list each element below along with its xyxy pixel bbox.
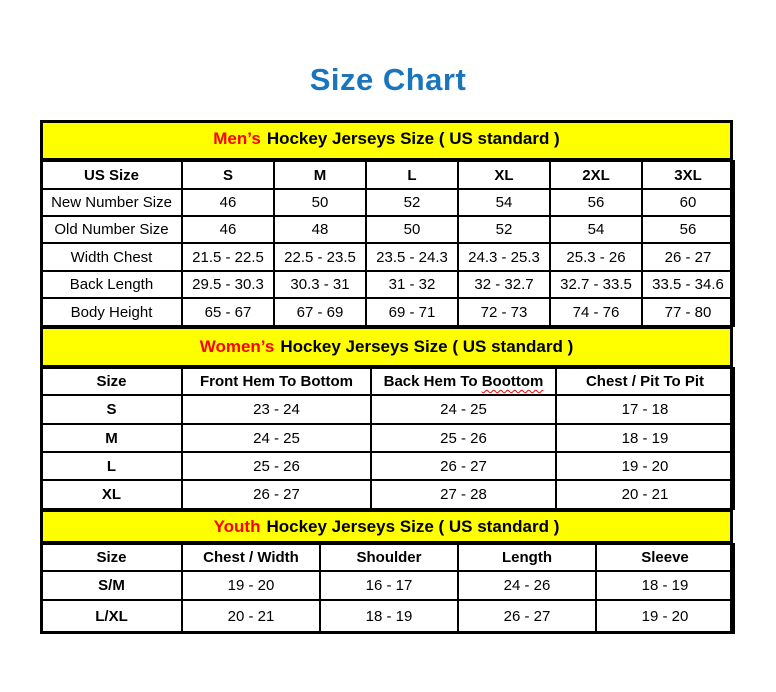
data-cell: 48 <box>274 216 366 243</box>
data-cell: 27 - 28 <box>371 480 556 509</box>
womens-section-banner <box>40 327 733 367</box>
data-cell: 56 <box>550 189 642 216</box>
mens-banner-highlight: Men’s <box>213 129 261 148</box>
table-row <box>41 243 734 271</box>
row-label: S <box>41 395 182 424</box>
data-cell: 32.7 - 33.5 <box>550 271 642 298</box>
data-cell: 46 <box>182 189 274 216</box>
womens-banner-highlight: Women’s <box>199 337 275 356</box>
data-cell: 46 <box>182 216 274 243</box>
data-cell: 50 <box>366 216 458 243</box>
row-label: Width Chest <box>41 243 182 271</box>
data-cell: 26 - 27 <box>458 600 596 633</box>
header-cell-misspelled <box>371 368 556 395</box>
data-cell: 32 - 32.7 <box>458 271 550 298</box>
data-cell: 33.5 - 34.6 <box>642 271 734 298</box>
data-cell: 24 - 25 <box>182 424 371 452</box>
data-cell: 17 - 18 <box>556 395 734 424</box>
size-chart-table-group <box>40 120 733 634</box>
data-cell: 20 - 21 <box>182 600 320 633</box>
data-cell: 72 - 73 <box>458 298 550 326</box>
data-cell: 65 - 67 <box>182 298 274 326</box>
data-cell: 18 - 19 <box>320 600 458 633</box>
header-cell: L <box>366 161 458 189</box>
data-cell: 23 - 24 <box>182 395 371 424</box>
data-cell: 24 - 25 <box>371 395 556 424</box>
header-cell: M <box>274 161 366 189</box>
youth-size-table <box>40 543 735 634</box>
data-cell: 19 - 20 <box>182 571 320 600</box>
data-cell: 25.3 - 26 <box>550 243 642 271</box>
data-cell: 19 - 20 <box>596 600 734 633</box>
table-row <box>41 298 734 326</box>
data-cell: 54 <box>550 216 642 243</box>
data-cell: 69 - 71 <box>366 298 458 326</box>
data-cell: 52 <box>458 216 550 243</box>
misspelled-word: Boottom <box>481 373 544 390</box>
header-cell: Chest / Width <box>182 544 320 571</box>
table-row <box>41 395 734 424</box>
data-cell: 52 <box>366 189 458 216</box>
table-row <box>41 271 734 298</box>
header-cell: Size <box>41 368 182 395</box>
data-cell: 21.5 - 22.5 <box>182 243 274 271</box>
header-cell: 3XL <box>642 161 734 189</box>
row-label: New Number Size <box>41 189 182 216</box>
data-cell: 77 - 80 <box>642 298 734 326</box>
table-row <box>41 424 734 452</box>
row-label: Body Height <box>41 298 182 326</box>
youth-section-banner <box>40 510 733 543</box>
data-cell: 26 - 27 <box>371 452 556 480</box>
header-cell: Shoulder <box>320 544 458 571</box>
mens-size-table <box>40 160 735 327</box>
data-cell: 22.5 - 23.5 <box>274 243 366 271</box>
data-cell: 26 - 27 <box>642 243 734 271</box>
table-row <box>41 571 734 600</box>
header-cell: S <box>182 161 274 189</box>
data-cell: 31 - 32 <box>366 271 458 298</box>
data-cell: 18 - 19 <box>596 571 734 600</box>
youth-banner-highlight: Youth <box>213 516 261 536</box>
data-cell: 50 <box>274 189 366 216</box>
data-cell: 29.5 - 30.3 <box>182 271 274 298</box>
data-cell: 74 - 76 <box>550 298 642 326</box>
table-row <box>41 480 734 509</box>
data-cell: 24.3 - 25.3 <box>458 243 550 271</box>
youth-header-row <box>41 544 734 571</box>
row-label: Back Length <box>41 271 182 298</box>
data-cell: 23.5 - 24.3 <box>366 243 458 271</box>
header-cell: Length <box>458 544 596 571</box>
data-cell: 67 - 69 <box>274 298 366 326</box>
header-cell: Front Hem To Bottom <box>182 368 371 395</box>
data-cell: 19 - 20 <box>556 452 734 480</box>
header-cell: 2XL <box>550 161 642 189</box>
mens-header-row <box>41 161 734 189</box>
data-cell: 20 - 21 <box>556 480 734 509</box>
data-cell: 18 - 19 <box>556 424 734 452</box>
mens-banner-text: Hockey Jerseys Size ( US standard ) <box>266 129 560 148</box>
page-title: Size Chart <box>309 62 467 97</box>
data-cell: 60 <box>642 189 734 216</box>
table-row <box>41 452 734 480</box>
table-row <box>41 189 734 216</box>
table-row <box>41 216 734 243</box>
mens-section-banner <box>40 120 733 160</box>
header-cell: Chest / Pit To Pit <box>556 368 734 395</box>
data-cell: 24 - 26 <box>458 571 596 600</box>
row-label: S/M <box>41 571 182 600</box>
womens-banner-text: Hockey Jerseys Size ( US standard ) <box>280 337 574 356</box>
header-cell: Sleeve <box>596 544 734 571</box>
data-cell: 56 <box>642 216 734 243</box>
row-label: L/XL <box>41 600 182 633</box>
header-cell: Size <box>41 544 182 571</box>
data-cell: 30.3 - 31 <box>274 271 366 298</box>
data-cell: 25 - 26 <box>182 452 371 480</box>
row-label: M <box>41 424 182 452</box>
data-cell: 25 - 26 <box>371 424 556 452</box>
youth-banner-text: Hockey Jerseys Size ( US standard ) <box>266 516 560 536</box>
header-cell: XL <box>458 161 550 189</box>
data-cell: 26 - 27 <box>182 480 371 509</box>
header-cell: US Size <box>41 161 182 189</box>
womens-size-table <box>40 367 735 510</box>
womens-header-row <box>41 368 734 395</box>
row-label: L <box>41 452 182 480</box>
row-label: Old Number Size <box>41 216 182 243</box>
data-cell: 16 - 17 <box>320 571 458 600</box>
header-text: Back Hem To <box>383 373 478 390</box>
row-label: XL <box>41 480 182 509</box>
data-cell: 54 <box>458 189 550 216</box>
table-row <box>41 600 734 633</box>
